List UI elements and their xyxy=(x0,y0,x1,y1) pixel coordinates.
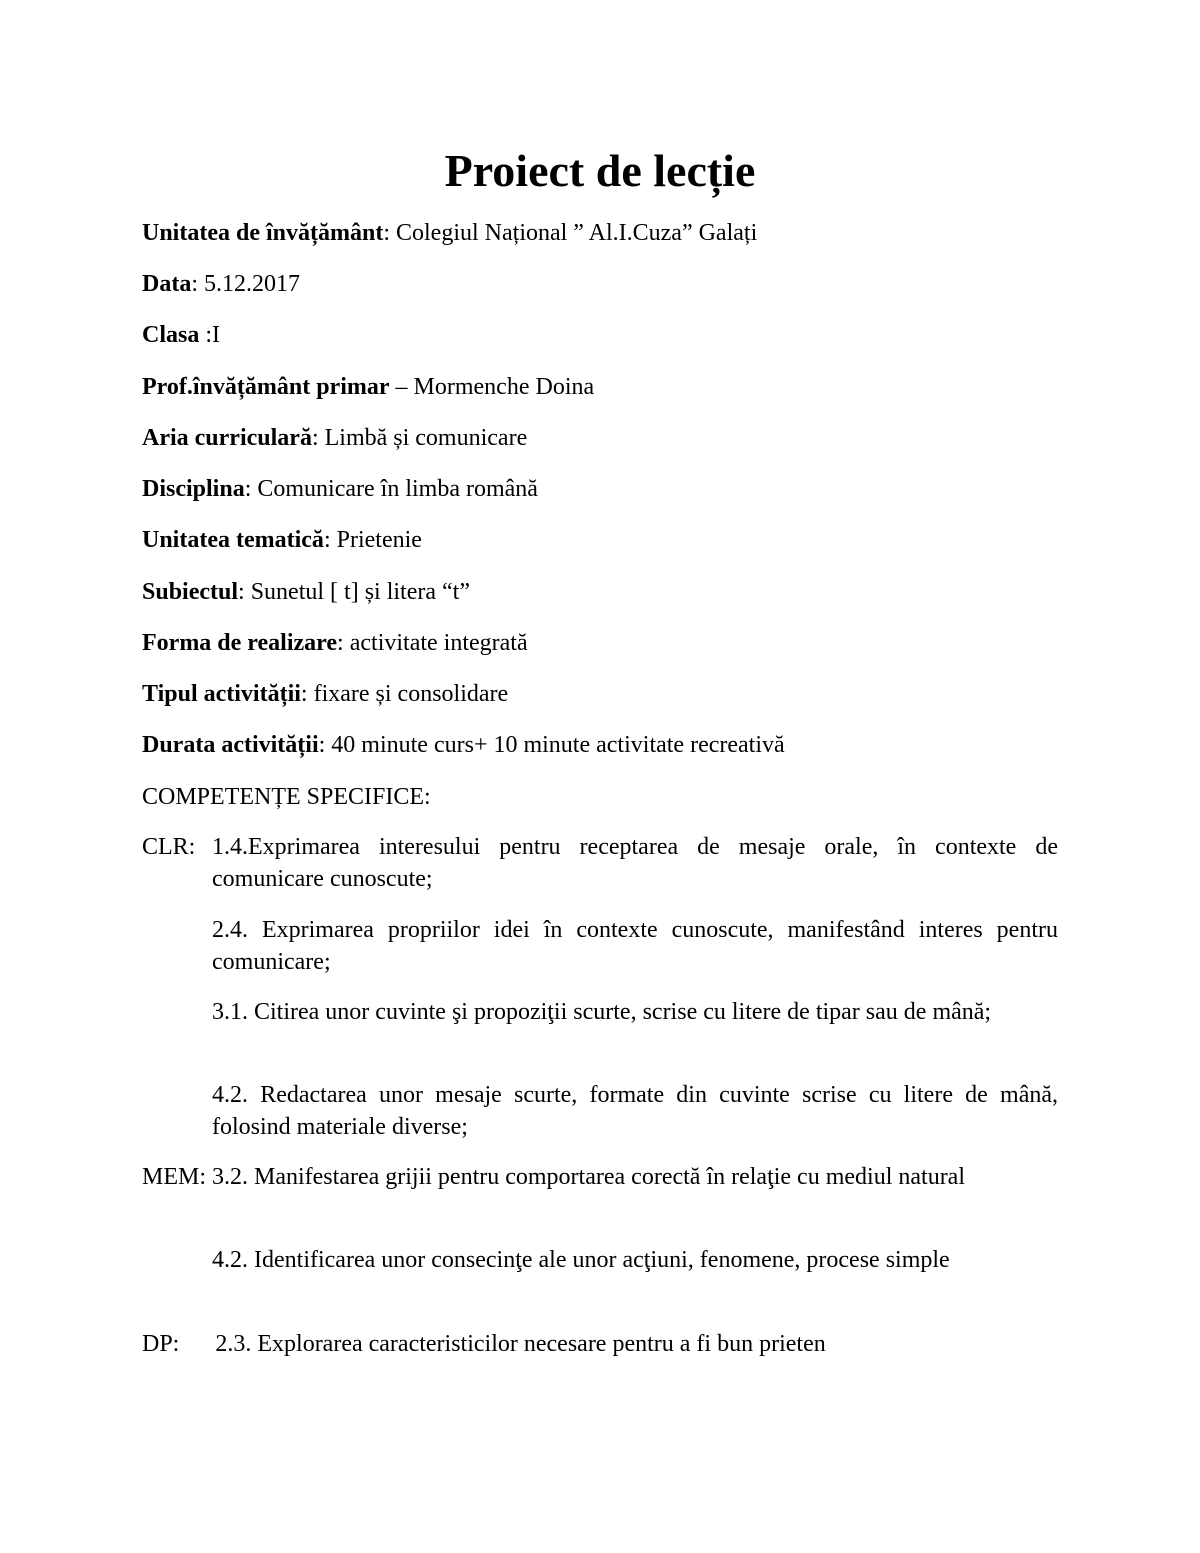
field-separator: : xyxy=(238,579,251,605)
competence-code: CLR: xyxy=(142,834,196,860)
field-value: Sunetul [ t] și litera “t” xyxy=(250,579,470,605)
field-tipul xyxy=(142,679,508,709)
field-clasa xyxy=(142,320,220,350)
field-durata xyxy=(142,730,785,760)
field-prof xyxy=(142,372,594,402)
field-separator: : xyxy=(244,476,258,502)
competence-group-clr xyxy=(142,831,1058,895)
competence-group-mem xyxy=(142,1161,1058,1193)
field-separator: : xyxy=(383,220,396,246)
field-label: Subiectul xyxy=(142,579,239,605)
field-label: Durata activității xyxy=(142,732,319,758)
field-subiectul xyxy=(142,577,470,607)
field-disciplina xyxy=(142,474,538,504)
field-label: Tipul activității xyxy=(142,681,301,707)
competence-item: 3.1. Citirea unor cuvinte şi propoziţii scurte, scrise cu litere de tipar sau de mână; xyxy=(212,999,992,1025)
field-value: Prietenie xyxy=(336,527,422,553)
field-separator: : xyxy=(191,271,204,297)
competence-code: DP: xyxy=(142,1331,180,1357)
competence-item: 4.2. Identificarea unor consecinţe ale unor acţiuni, fenomene, procese simple xyxy=(212,1247,950,1273)
field-separator: : xyxy=(323,527,337,553)
field-value: Limbă și comunicare xyxy=(324,425,528,451)
field-value: I xyxy=(212,322,221,348)
page-title: Proiect de lecție xyxy=(444,145,756,196)
field-label: Prof.învățământ primar xyxy=(142,374,390,400)
field-label: Unitatea de învățământ xyxy=(142,220,384,246)
competence-item: 3.2. Manifestarea grijii pentru comportarea corectă în relaţie cu mediul natural xyxy=(212,1164,965,1190)
field-data xyxy=(142,269,300,299)
field-label: Clasa xyxy=(142,322,200,348)
field-aria xyxy=(142,423,527,453)
field-value: 40 minute curs+ 10 minute activitate recreativă xyxy=(331,732,785,758)
field-label: Unitatea tematică xyxy=(142,527,324,553)
field-forma xyxy=(142,628,528,658)
field-label: Aria curriculară xyxy=(142,425,312,451)
field-value: Comunicare în limba română xyxy=(257,476,538,502)
competence-item: 4.2. Redactarea unor mesaje scurte, formate din cuvinte scrise cu litere de mână, folosind materiale diverse; xyxy=(212,1082,1058,1140)
competence-group-dp xyxy=(142,1328,826,1360)
field-value: Colegiul Național ” Al.I.Cuza” Galați xyxy=(396,220,758,246)
field-value: Mormenche Doina xyxy=(413,374,595,400)
field-separator: – xyxy=(389,374,414,400)
field-label: Forma de realizare xyxy=(142,630,338,656)
field-value: 5.12.2017 xyxy=(204,271,300,297)
field-value: fixare și consolidare xyxy=(313,681,509,707)
field-unitatea xyxy=(142,218,757,248)
field-value: activitate integrată xyxy=(349,630,528,656)
field-separator: : xyxy=(199,322,213,348)
field-unitatea-tematica xyxy=(142,525,422,555)
field-separator: : xyxy=(300,681,314,707)
competence-code: MEM: xyxy=(142,1164,207,1190)
competence-item: 2.3. Explorarea caracteristicilor necesare pentru a fi bun prieten xyxy=(215,1331,826,1357)
competence-item: 2.4. Exprimarea propriilor idei în contexte cunoscute, manifestând interes pentru comunicare; xyxy=(212,917,1058,975)
field-label: Data xyxy=(142,271,192,297)
field-separator: : xyxy=(337,630,350,656)
competente-heading: COMPETENȚE SPECIFICE: xyxy=(142,784,431,810)
competence-item: 1.4.Exprimarea interesului pentru receptarea de mesaje orale, în contexte de comunicare cunoscute; xyxy=(212,834,1058,892)
field-label: Disciplina xyxy=(142,476,245,502)
field-separator: : xyxy=(311,425,325,451)
field-separator: : xyxy=(318,732,332,758)
